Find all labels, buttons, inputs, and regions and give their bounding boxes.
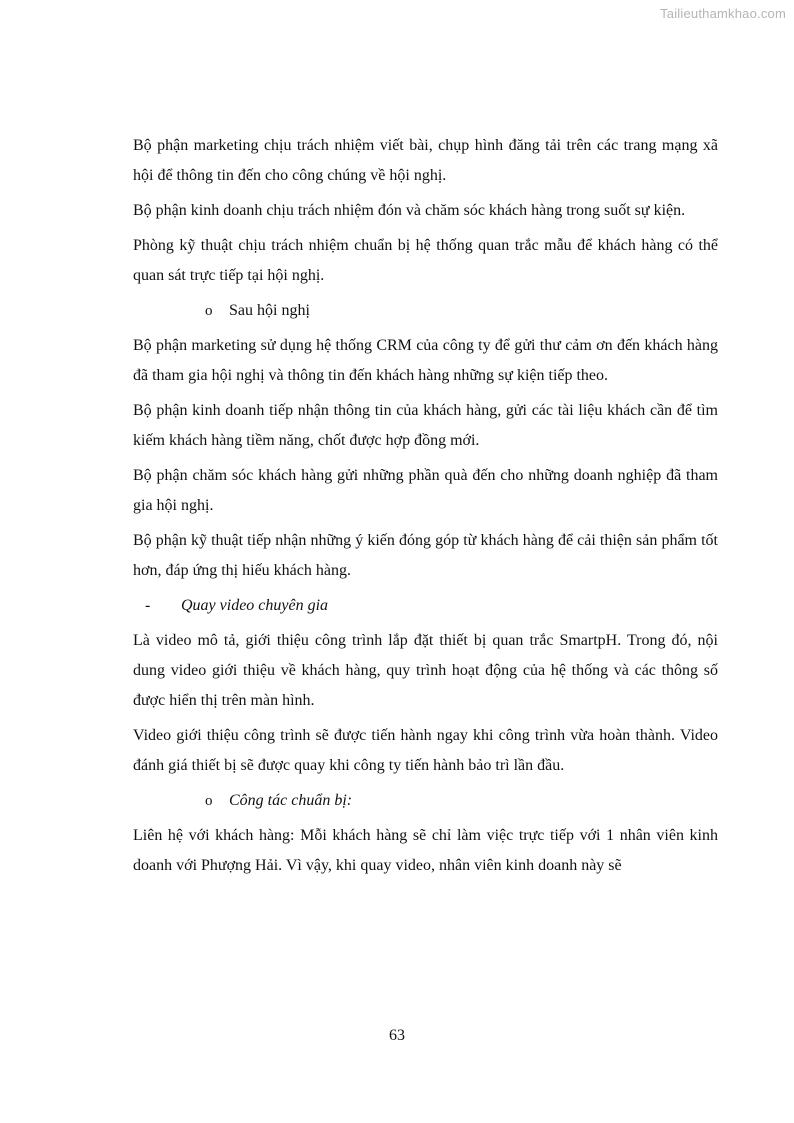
circle-bullet-icon: o xyxy=(205,793,213,809)
watermark: Tailieuthamkhao.com xyxy=(660,6,786,21)
circle-bullet-icon: o xyxy=(205,303,213,319)
subheading-label: Sau hội nghị xyxy=(229,302,310,319)
paragraph-video-timing: Video giới thiệu công trình sẽ được tiến hành ngay khi công trình vừa hoàn thành. Video đánh giá thiết bị sẽ được quay khi công ty tiến hành bảo trì lần đầu. xyxy=(133,727,718,774)
paragraph-contact-customer: Liên hệ với khách hàng: Mỗi khách hàng sẽ chỉ làm việc trực tiếp với 1 nhân viên kinh doanh với Phượng Hải. Vì vậy, khi quay video, nhân viên kinh doanh này sẽ xyxy=(133,827,718,874)
subheading-label: Công tác chuẩn bị: xyxy=(229,792,353,809)
subheading-label: Quay video chuyên gia xyxy=(181,597,329,614)
subheading-expert-video xyxy=(133,591,718,621)
subheading-preparation xyxy=(133,786,718,816)
page-body xyxy=(133,131,718,886)
paragraph-sales-duties: Bộ phận kinh doanh chịu trách nhiệm đón và chăm sóc khách hàng trong suốt sự kiện. xyxy=(133,202,686,219)
page-number: 63 xyxy=(389,1027,405,1044)
paragraph-technical-duties: Phòng kỹ thuật chịu trách nhiệm chuẩn bị hệ thống quan trắc mẫu để khách hàng có thể quan sát trực tiếp tại hội nghị. xyxy=(133,237,718,284)
paragraph-video-description: Là video mô tả, giới thiệu công trình lắp đặt thiết bị quan trắc SmartpH. Trong đó, nội dung video giới thiệu về khách hàng, quy trình hoạt động của hệ thống và các thông số được hiển thị trên màn hình. xyxy=(133,632,718,709)
paragraph-customer-care: Bộ phận chăm sóc khách hàng gửi những phần quà đến cho những doanh nghiệp đã tham gia hội nghị. xyxy=(133,467,718,514)
paragraph-marketing-duties: Bộ phận marketing chịu trách nhiệm viết bài, chụp hình đăng tải trên các trang mạng xã hội để thông tin đến cho công chúng về hội nghị. xyxy=(133,137,718,184)
paragraph-marketing-crm: Bộ phận marketing sử dụng hệ thống CRM của công ty để gửi thư cảm ơn đến khách hàng đã tham gia hội nghị và thông tin đến khách hàng những sự kiện tiếp theo. xyxy=(133,337,718,384)
paragraph-sales-followup: Bộ phận kinh doanh tiếp nhận thông tin của khách hàng, gửi các tài liệu khách cần để tìm kiếm khách hàng tiềm năng, chốt được hợp đồng mới. xyxy=(133,402,718,449)
paragraph-technical-feedback: Bộ phận kỹ thuật tiếp nhận những ý kiến đóng góp từ khách hàng để cải thiện sản phẩm tốt hơn, đáp ứng thị hiếu khách hàng. xyxy=(133,532,718,579)
dash-bullet-icon: - xyxy=(145,597,151,614)
subheading-after-conference xyxy=(133,296,718,326)
